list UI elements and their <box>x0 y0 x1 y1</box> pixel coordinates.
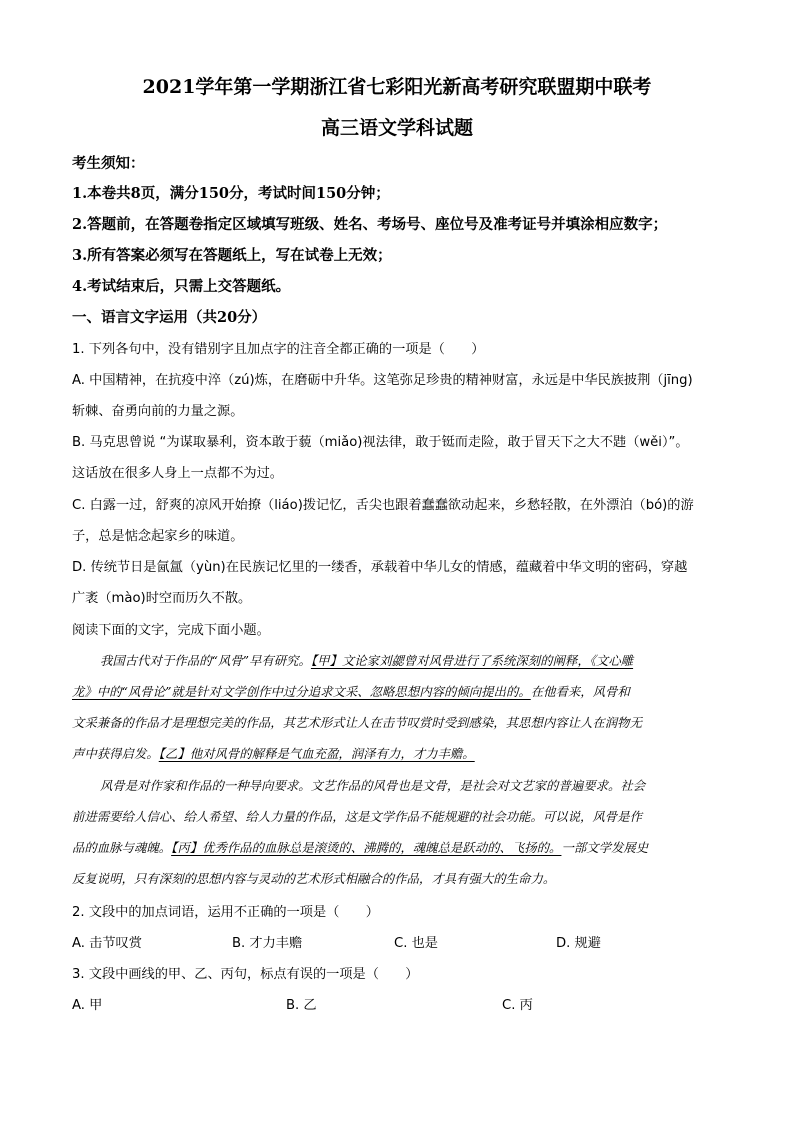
passage-para-2-line-1: 风骨是对作家和作品的一种导向要求。文艺作品的风骨也是文骨，是社会对文艺家的普遍要求。社会 <box>100 778 646 793</box>
notice-item-2: 2.答题前，在答题卷指定区域填写班级、姓名、考场号、座位号及准考证号并填涂相应数字； <box>72 216 668 233</box>
passage-para-1-line-2 <box>72 682 630 700</box>
question-1-option-c-line-1: C. 白露一过，舒爽的凉风开始撩（liáo)拨记忆，舌尖也跟着蠢蠢欲动起来，乡愁轻散，在外漂泊（bó)的游 <box>72 498 694 513</box>
question-1-option-a-line-1: A. 中国精神，在抗疫中淬（zú)炼，在磨砺中升华。这笔弥足珍贵的精神财富，永远是中华民族披荆（jīng) <box>72 373 693 388</box>
underlined-sentence-jia: 龙》中的“风骨论”就是针对文学创作中过分追求文采、忽略思想内容的倾向提出的。 <box>72 684 531 699</box>
passage-text: 我国古代对于作品的“风骨”早有研究。 <box>100 653 311 668</box>
question-2-stem: 2. 文段中的加点词语，运用不正确的一项是（ ） <box>72 905 379 920</box>
passage-para-2-line-3 <box>72 838 648 856</box>
question-1-stem: 1. 下列各句中，没有错别字且加点字的注音全都正确的一项是（ ） <box>72 342 485 357</box>
section-heading: 一、语言文字运用（共20分） <box>72 309 267 326</box>
underlined-sentence-yi: 【乙】他对风骨的解释是气血充盈，润泽有力，才力丰赡。 <box>158 746 475 761</box>
passage-text: 声中获得启发。 <box>72 746 159 761</box>
passage-text: 一部文学发展史 <box>561 840 649 855</box>
passage-para-1-line-1 <box>100 651 633 669</box>
question-2-option-a: A. 击节叹赏 <box>72 936 142 951</box>
exam-title: 2021学年第一学期浙江省七彩阳光新高考研究联盟期中联考 <box>142 76 652 98</box>
question-2-option-b: B. 才力丰赡 <box>232 936 303 951</box>
passage-para-1-line-4 <box>72 744 475 762</box>
underlined-sentence-jia: 【甲】文论家刘勰曾对风骨进行了系统深刻的阐释，《文心雕 <box>310 653 634 668</box>
question-3-option-b: B. 乙 <box>286 998 317 1013</box>
passage-para-1-line-3: 文采兼备的作品才是理想完美的作品，其艺术形式让人在击节叹赏时受到感染，其思想内容让人在润物无 <box>72 715 642 730</box>
passage-text: 品的血脉与魂魄。 <box>72 840 172 855</box>
question-1-option-b-line-2: 这话放在很多人身上一点都不为过。 <box>72 466 283 481</box>
notice-item-4: 4.考试结束后，只需上交答题纸。 <box>72 278 291 295</box>
question-1-option-a-line-2: 斩棘、奋勇向前的力量之源。 <box>72 404 244 419</box>
question-3-option-c: C. 丙 <box>502 998 533 1013</box>
notice-item-3: 3.所有答案必须写在答题纸上，写在试卷上无效； <box>72 247 392 264</box>
passage-para-2-line-4: 反复说明，只有深刻的思想内容与灵动的艺术形式相融合的作品，才具有强大的生命力。 <box>72 871 556 886</box>
reading-instruction: 阅读下面的文字，完成下面小题。 <box>72 623 270 638</box>
question-3-option-a: A. 甲 <box>72 998 103 1013</box>
question-1-option-d-line-1: D. 传统节日是氤氲（yùn)在民族记忆里的一缕香，承载着中华儿女的情感，蕴藏着中华文明的密码，穿越 <box>72 560 688 575</box>
notice-heading: 考生须知： <box>72 155 145 172</box>
question-3-stem: 3. 文段中画线的甲、乙、丙句，标点有误的一项是（ ） <box>72 967 419 982</box>
notice-item-1: 1.本卷共8页，满分150分，考试时间150分钟； <box>72 185 390 202</box>
question-2-option-d: D. 规避 <box>556 936 601 951</box>
question-1-option-d-line-2: 广袤（mào)时空而历久不散。 <box>72 591 252 606</box>
question-1-option-c-line-2: 子，总是惦念起家乡的味道。 <box>72 529 244 544</box>
question-2-option-c: C. 也是 <box>394 936 438 951</box>
question-1-option-b-line-1: B. 马克思曾说 “为谋取暴利，资本敢于藐（miǎo)视法律，敢于铤而走险，敢于冒天下之大不韪（wěi）”。 <box>72 435 689 450</box>
underlined-sentence-bing: 【丙】优秀作品的血脉总是滚烫的、沸腾的，魂魄总是跃动的、飞扬的。 <box>171 840 562 855</box>
passage-para-2-line-2: 前进需要给人信心、给人希望、给人力量的作品，这是文学作品不能规避的社会功能。可以说，风骨是作 <box>72 809 642 824</box>
exam-subtitle: 高三语文学科试题 <box>320 117 473 139</box>
passage-text: 在他看来，风骨和 <box>530 684 630 699</box>
